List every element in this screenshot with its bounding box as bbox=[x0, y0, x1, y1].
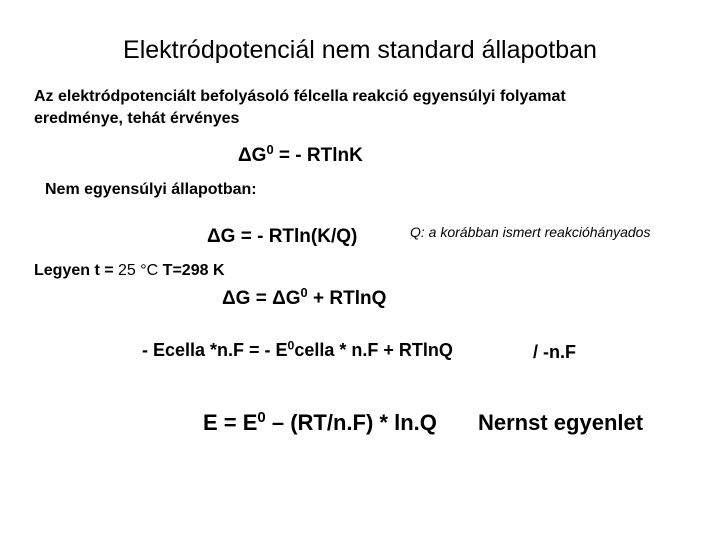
conditions-temperature-c: 25 °C bbox=[118, 262, 159, 279]
eq1-lhs: ΔG bbox=[238, 145, 267, 166]
eq3-superscript: 0 bbox=[300, 284, 308, 300]
nernst-lhs: E = E bbox=[203, 410, 258, 435]
nernst-rhs: – (RT/n.F) * ln.Q bbox=[265, 410, 437, 435]
intro-text bbox=[34, 86, 674, 130]
equation-gibbs-with-q bbox=[222, 284, 387, 310]
eq3-rhs: + RTlnQ bbox=[307, 288, 387, 309]
eq1-rhs: = - RTlnK bbox=[273, 145, 363, 166]
eq3-lhs: ΔG = ΔG bbox=[222, 288, 301, 309]
intro-line-2: eredménye, tehát érvényes bbox=[34, 110, 240, 127]
nonequilibrium-label: Nem egyensúlyi állapotban: bbox=[45, 181, 257, 198]
q-definition-note: Q: a korábban ismert reakcióhányados bbox=[410, 224, 651, 240]
conditions-prefix: Legyen t = bbox=[34, 262, 119, 279]
conditions-suffix: T=298 K bbox=[158, 262, 225, 279]
eq4-superscript: 0 bbox=[287, 338, 295, 353]
equation-standard-gibbs bbox=[238, 141, 363, 167]
nernst-label: Nernst egyenlet bbox=[478, 410, 644, 435]
intro-line-1: Az elektródpotenciált befolyásoló félcella reakció egyensúlyi folyamat bbox=[34, 88, 566, 105]
eq1-superscript: 0 bbox=[266, 141, 274, 157]
divide-note: / -n.F bbox=[533, 342, 576, 362]
slide-title: Elektródpotenciál nem standard állapotban bbox=[123, 36, 597, 64]
equation-nonequilibrium-gibbs: ΔG = - RTln(K/Q) bbox=[207, 226, 358, 247]
eq4-lhs: - Ecella *n.F = - E bbox=[142, 340, 288, 360]
equation-cell-potential bbox=[142, 340, 453, 361]
nernst-superscript: 0 bbox=[257, 408, 266, 426]
nernst-equation bbox=[203, 410, 437, 435]
conditions-line bbox=[34, 262, 225, 280]
eq4-rhs: cella * n.F + RTlnQ bbox=[294, 340, 453, 360]
